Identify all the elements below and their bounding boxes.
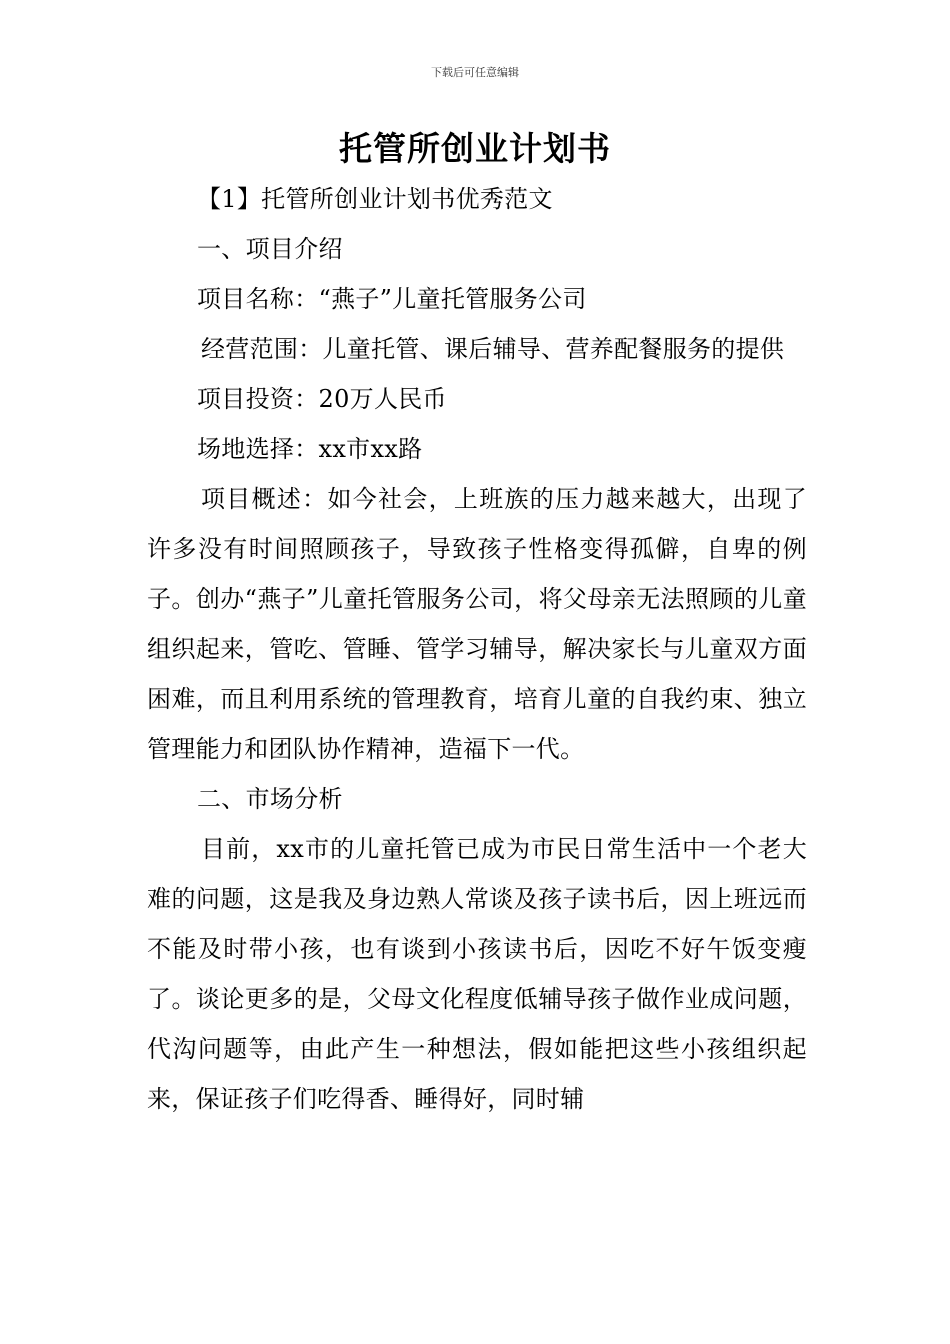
sample-heading: 【1】托管所创业计划书优秀范文 — [197, 185, 553, 213]
section-heading-market: 二、市场分析 — [197, 785, 343, 813]
market-analysis-paragraph: 目前，xx市的儿童托管已成为市民日常生活中一个老大难的问题，这是我及身边熟人常谈及孩子读书后，因上班远而不能及时带小孩，也有谈到小孩读书后，因吃不好午饭变瘦了。谈论更多的是，父母文化程度低辅导孩子做作业成问题，代沟问题等，由此产生一种想法，假如能把这些小孩组织起来，保证孩子们吃得香、睡得好，同时辅 — [147, 835, 807, 1113]
document-body — [147, 174, 807, 1124]
business-scope-paragraph: 经营范围：儿童托管、课后辅导、营养配餐服务的提供 — [201, 335, 785, 363]
header-note: 下载后可任意编辑 — [431, 66, 519, 79]
section-heading-intro: 一、项目介绍 — [197, 235, 343, 263]
investment-paragraph: 项目投资：20万人民币 — [197, 385, 447, 413]
site-paragraph: 场地选择：xx市xx路 — [197, 435, 423, 463]
project-name-paragraph: 项目名称：“燕子”儿童托管服务公司 — [197, 285, 587, 313]
document-title: 托管所创业计划书 — [339, 129, 611, 168]
overview-paragraph: 项目概述：如今社会，上班族的压力越来越大，出现了许多没有时间照顾孩子，导致孩子性格变得孤僻，自卑的例子。创办“燕子”儿童托管服务公司，将父母亲无法照顾的儿童组织起来，管吃、管睡、管学习辅导，解决家长与儿童双方面困难，而且利用系统的管理教育，培育儿童的自我约束、独立管理能力和团队协作精神，造福下一代。 — [147, 485, 807, 763]
